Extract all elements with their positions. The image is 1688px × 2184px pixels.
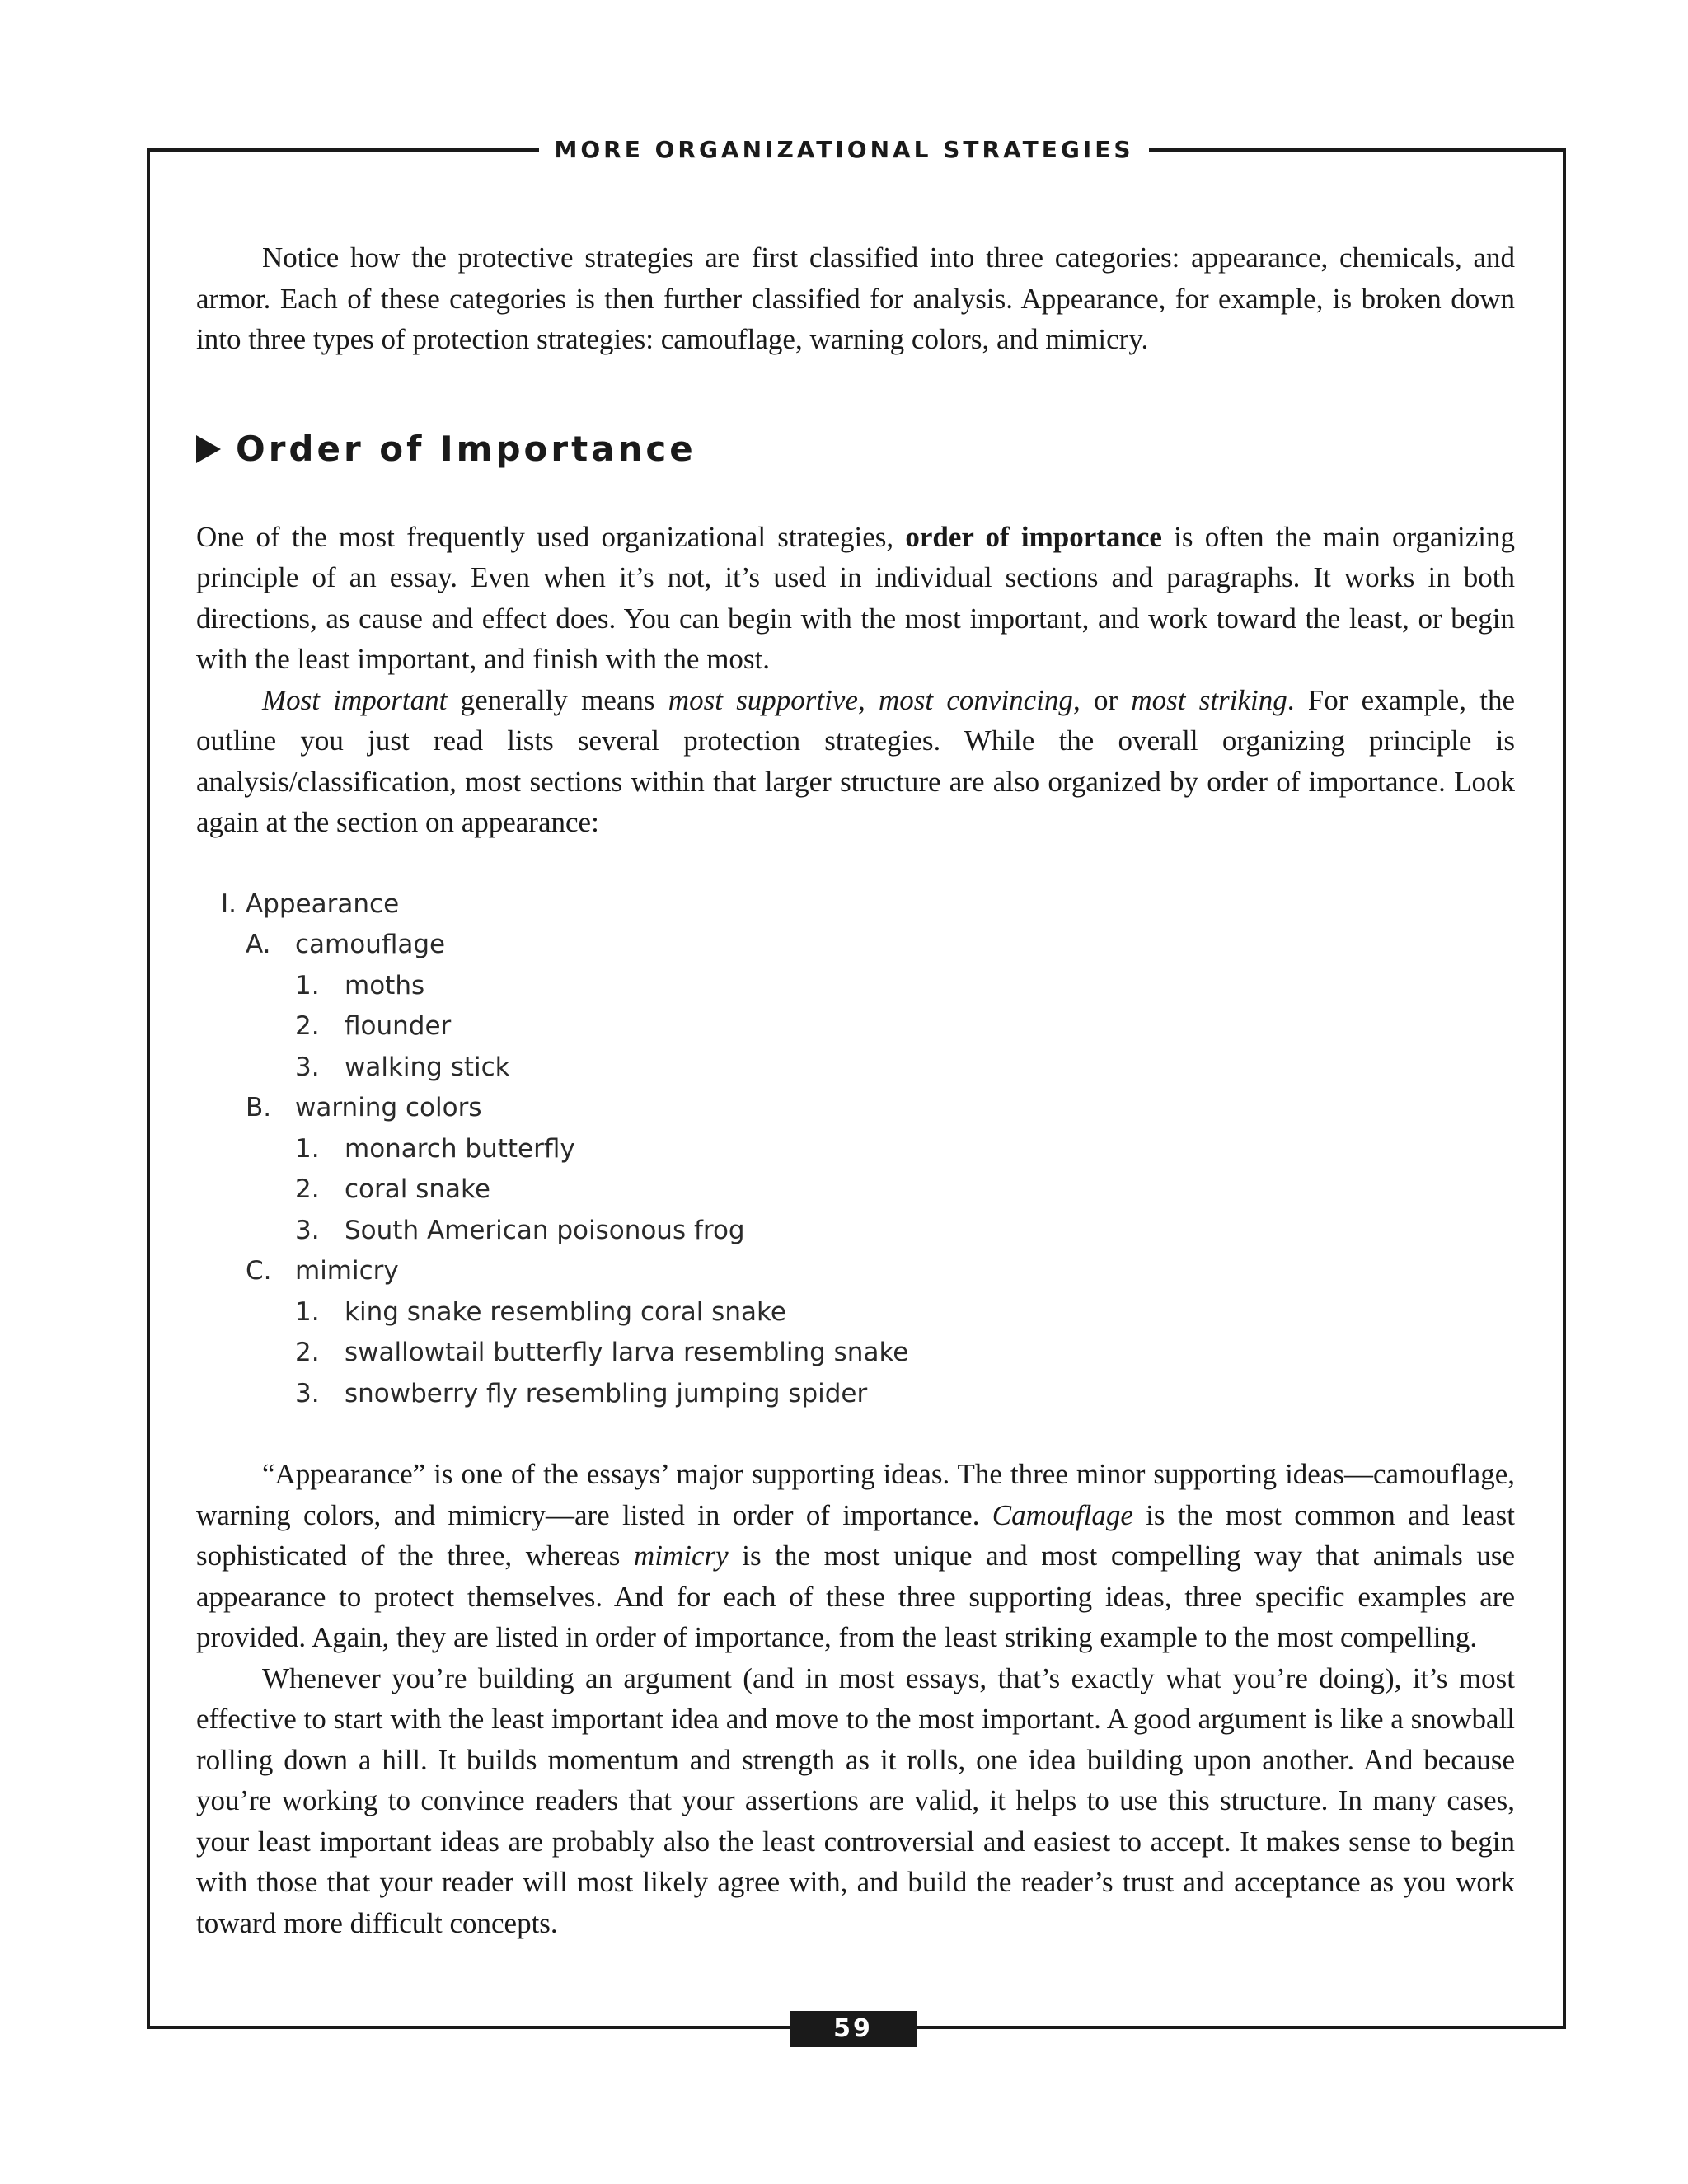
p3-italic-camouflage: Camouflage bbox=[992, 1498, 1133, 1531]
outline-label: swallowtail butterfly larva resembling snake bbox=[345, 1338, 909, 1367]
outline-number: 2. bbox=[295, 1174, 320, 1204]
outline-number: 2. bbox=[295, 1011, 320, 1041]
outline-label: snowberry fly resembling jumping spider bbox=[345, 1378, 868, 1408]
page-content bbox=[196, 237, 1515, 1943]
outline-letter: A. bbox=[246, 930, 271, 959]
outline-sub-item bbox=[196, 1374, 1515, 1415]
outline-label: flounder bbox=[345, 1011, 452, 1041]
p3-italic-mimicry: mimicry bbox=[633, 1540, 729, 1572]
outline-sub-item bbox=[196, 1006, 1515, 1047]
spacer bbox=[196, 474, 1515, 517]
outline-number: 1. bbox=[295, 970, 320, 1001]
p2-italic-most-important: Most important bbox=[262, 683, 448, 716]
outline-letter: B. bbox=[246, 1093, 272, 1122]
outline-label: monarch butterfly bbox=[345, 1133, 575, 1164]
p2-text: generally means bbox=[447, 683, 668, 716]
outline-root-item bbox=[196, 884, 1515, 926]
outline-label: moths bbox=[345, 970, 425, 1001]
p2-text: , or bbox=[1072, 683, 1132, 716]
paragraph-building-argument: Whenever you’re building an argument (and in most essays, that’s exactly what you’re doing), it’s most effective to start with the least important idea and move to the most important. A good argument is like a snowball rolling down a hill. It builds momentum and strength as it rolls, one idea building upon another. And because you’re working to convince readers that your assertions are valid, it helps to use this structure. In many cases, your least important ideas are probably also the least controversial and easiest to accept. It makes sense to begin with those that your reader will most likely agree with, and build the reader’s trust and acceptance as you work toward more difficult concepts. bbox=[196, 1661, 1515, 1939]
outline-label: king snake resembling coral snake bbox=[345, 1296, 786, 1327]
p3-text: is the most unique and most compelling way that animals use appearance to protect themselves. And for each of these three supporting ideas, three specific examples are provided. Again, they are listed in order of importance, from the least striking example to the most compelling. bbox=[196, 1540, 1516, 1653]
outline-label: mimicry bbox=[295, 1256, 399, 1286]
outline-label: Appearance bbox=[246, 888, 400, 919]
outline-sub-item bbox=[196, 1333, 1515, 1374]
paragraph-appearance-analysis bbox=[196, 1454, 1515, 1658]
outline-number: 3. bbox=[295, 1378, 320, 1408]
appearance-outline bbox=[196, 884, 1515, 1415]
outline-number: 1. bbox=[295, 1296, 320, 1327]
spacer bbox=[196, 360, 1515, 424]
outline-number: 3. bbox=[295, 1052, 320, 1082]
outline-number: I. bbox=[221, 888, 237, 919]
outline-sub-item bbox=[196, 1129, 1515, 1170]
paragraph-most-important bbox=[196, 680, 1515, 843]
paragraph-order-of-importance bbox=[196, 517, 1515, 680]
outline-group-item bbox=[196, 925, 1515, 966]
p2-text: . For example, the outline you just read lists several protection strategies. While the overall organizing principle is analysis/classification, most sections within that larger structure are also organized by order of importance. Look again at the section on appearance: bbox=[196, 683, 1515, 838]
p1-bold-term: order of importance bbox=[905, 520, 1162, 553]
outline-label: warning colors bbox=[295, 1093, 482, 1122]
p2-italic-most-supportive: most supportive bbox=[668, 683, 858, 716]
p3-text: is the most common and least sophisticated of the three, whereas bbox=[196, 1498, 1516, 1572]
outline-letter: C. bbox=[246, 1256, 272, 1286]
section-heading-text: Order of Importance bbox=[236, 428, 696, 469]
outline-number: 3. bbox=[295, 1215, 320, 1245]
triangle-arrow-icon bbox=[196, 435, 221, 463]
outline-label: walking stick bbox=[345, 1052, 510, 1082]
outline-group-item bbox=[196, 1088, 1515, 1129]
intro-paragraph: Notice how the protective strategies are first classified into three categories: appearance, chemicals, and armor. Each of these categories is then further classified for analysis. Appearance, for example, is broken down into three types of protection strategies: camouflage, warning colors, and mimicry. bbox=[196, 241, 1515, 355]
outline-sub-item bbox=[196, 1169, 1515, 1211]
p3-text: “Appearance” is one of the essays’ major supporting ideas. The three minor supporting ideas—camouflage, warning colors, and mimicry—are listed in order of importance. bbox=[196, 1458, 1515, 1531]
outline-number: 2. bbox=[295, 1338, 320, 1367]
p2-italic-most-convincing: most convincing bbox=[878, 683, 1073, 716]
outline-label: coral snake bbox=[345, 1174, 490, 1204]
running-header-title: MORE ORGANIZATIONAL STRATEGIES bbox=[539, 134, 1148, 166]
outline-sub-item bbox=[196, 1047, 1515, 1089]
outline-sub-item bbox=[196, 1292, 1515, 1333]
outline-label: South American poisonous frog bbox=[345, 1215, 745, 1245]
outline-group-item bbox=[196, 1251, 1515, 1292]
outline-label: camouflage bbox=[295, 930, 446, 959]
p2-italic-most-striking: most striking bbox=[1131, 683, 1287, 716]
outline-sub-item bbox=[196, 1211, 1515, 1252]
section-heading bbox=[196, 424, 1515, 474]
p2-text: , bbox=[857, 683, 879, 716]
outline-number: 1. bbox=[295, 1133, 320, 1164]
page-number: 59 bbox=[790, 2011, 917, 2047]
p1-text-after: is often the main organizing principle of an essay. Even when it’s not, it’s used in individual sections and paragraphs. It works in both directions, as cause and effect does. You can begin with the most important, and work toward the least, or begin with the least important, and finish with the most. bbox=[196, 520, 1515, 675]
p1-text-before: One of the most frequently used organizational strategies, bbox=[196, 520, 906, 553]
outline-sub-item bbox=[196, 966, 1515, 1007]
